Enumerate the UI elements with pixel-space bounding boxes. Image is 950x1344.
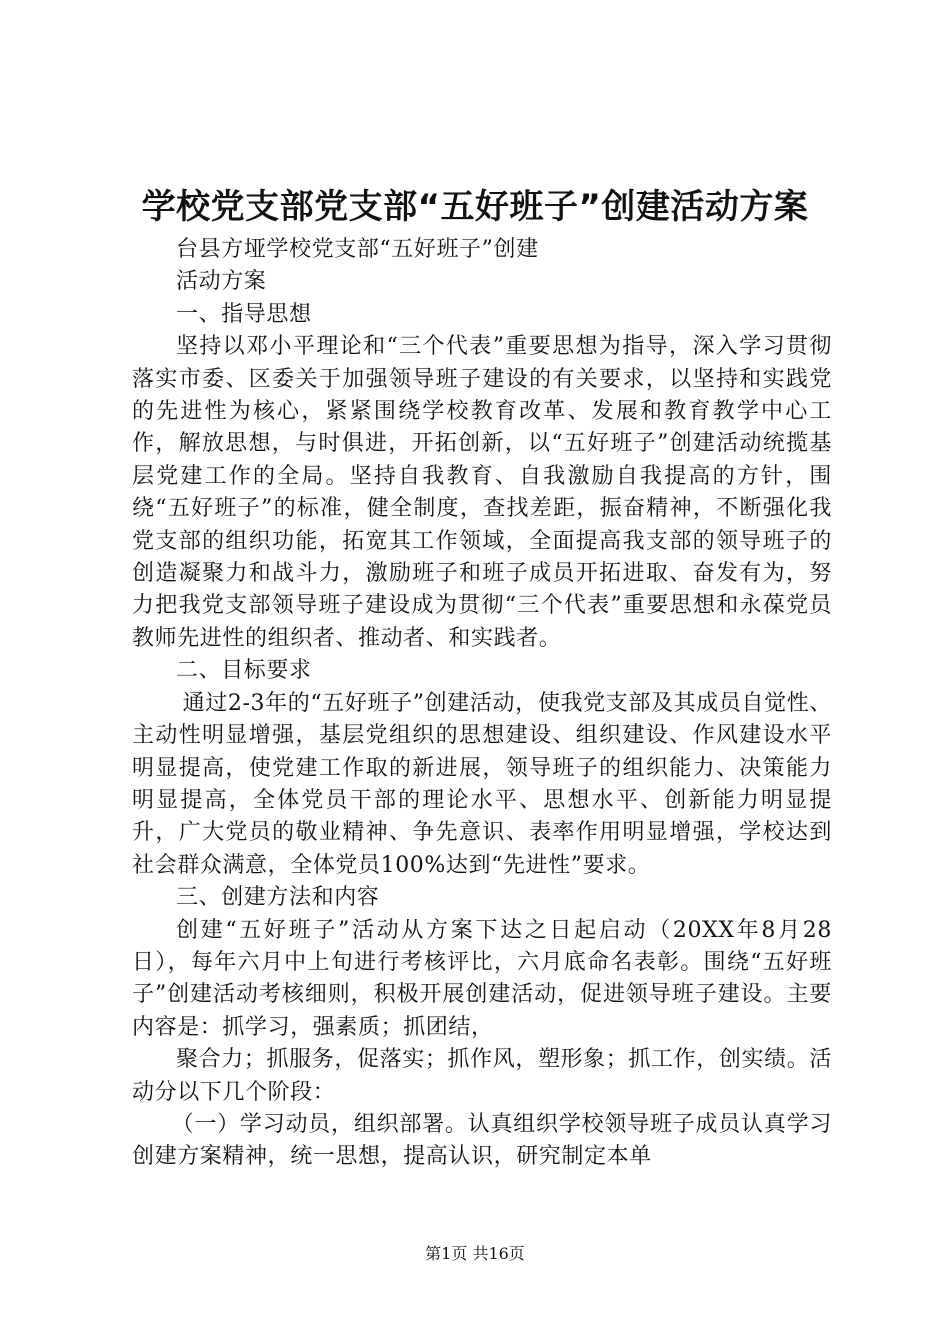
document-body (132, 234, 832, 1174)
section-heading-guiding-ideology: 一、指导思想 (176, 301, 312, 327)
paragraph-stage-one: （一）学习动员，组织部署。认真组织学校领导班子成员认真学习创建方案精神，统一思想，提高认识，研究制定本单 (132, 1111, 832, 1170)
section-heading-goals: 二、目标要求 (176, 658, 312, 684)
subtitle-line-2: 活动方案 (176, 269, 267, 295)
document-title: 学校党支部党支部“五好班子”创建活动方案 (141, 187, 809, 227)
section-heading-methods: 三、创建方法和内容 (176, 885, 380, 911)
paragraph-guiding-ideology: 坚持以邓小平理论和“三个代表”重要思想为指导，深入学习贯彻落实市委、区委关于加强领导班子建设的有关要求，以坚持和实践党的先进性为核心，紧紧围绕学校教育改革、发展和教育教学中心工作，解放思想，与时俱进，开拓创新，以“五好班子”创建活动统揽基层党建工作的全局。坚持自我教育、自我激励自我提高的方针，围绕“五好班子”的标准，健全制度，查找差距，振奋精神，不断强化我党支部的组织功能，拓宽其工作领域，全面提高我支部的领导班子的创造凝聚力和战斗力，激励班子和班子成员开拓进取、奋发有为，努力把我党支部领导班子建设成为贯彻“三个代表”重要思想和永葆党员教师先进性的组织者、推动者、和实践者。 (132, 334, 832, 651)
paragraph-goals: 通过2-3年的“五好班子”创建活动，使我党支部及其成员自觉性、主动性明显增强，基层党组织的思想建设、组织建设、作风建设水平明显提高，使党建工作取的新进展，领导班子的组织能力、决策能力明显提高，全体党员干部的理论水平、思想水平、创新能力明显提升，广大党员的敬业精神、争先意识、表率作用明显增强，学校达到社会群众满意，全体党员100%达到“先进性”要求。 (132, 690, 832, 878)
page-footer: 第1页 共16页 (425, 1244, 525, 1263)
subtitle-line-1: 台县方垭学校党支部“五好班子”创建 (176, 237, 539, 262)
paragraph-methods-continued: 聚合力；抓服务，促落实；抓作风，塑形象；抓工作，创实绩。活动分以下几个阶段： (132, 1047, 832, 1105)
paragraph-methods: 创建“五好班子”活动从方案下达之日起启动（20XX年8月28日），每年六月中上旬进行考核评比，六月底命名表彰。围绕“五好班子”创建活动考核细则，积极开展创建活动，促进领导班子建设。主要内容是：抓学习，强素质；抓团结， (132, 917, 832, 1040)
